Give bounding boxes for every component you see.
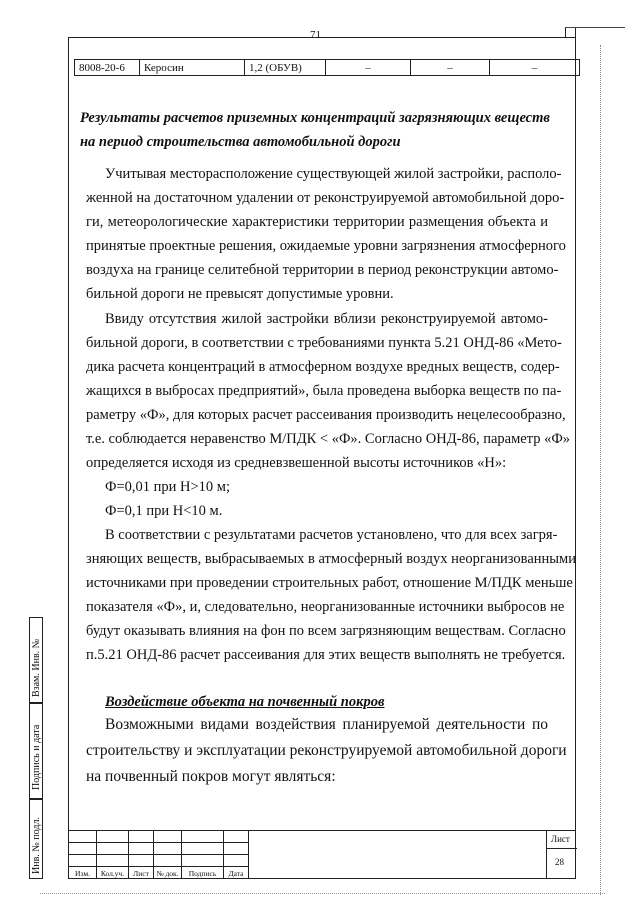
sheet-box (546, 830, 576, 879)
table-row (75, 60, 580, 76)
substance-table-row (74, 59, 580, 76)
paragraph-line: женной на достаточном удалении от реконструируемой автомобильной доро- (86, 190, 565, 206)
formula-line: Ф=0,1 при Н<10 м. (105, 503, 223, 519)
paragraph-line: Учитывая месторасположение существующей жилой застройки, располо- (105, 166, 562, 182)
table-cell-dash: – (490, 60, 580, 76)
col-list: Лист (129, 867, 154, 879)
paragraph-line: зняющих веществ, выбрасываемых в атмосферный воздух неорганизованными (86, 551, 576, 567)
formula-line: Ф=0,01 при Н>10 м; (105, 479, 231, 495)
paragraph-line: т.е. соблюдается неравенство М/ПДК < «Ф». Согласно ОНД-86, параметр «Ф» (86, 431, 571, 447)
side-label-inv: Инв. № подл. (31, 817, 42, 874)
paragraph-line: бильной дороги не превысят допустимые уровни. (86, 286, 394, 302)
paragraph-line: воздуха на границе селитебной территории в период реконструкции автомо- (86, 262, 559, 278)
paragraph-line: дика расчета концентраций в атмосферном воздухе вредных веществ, содер- (86, 359, 560, 375)
table-cell-limit: 1,2 (ОБУВ) (245, 60, 326, 76)
scan-edge-right (600, 45, 601, 895)
paragraph-line: ги, метеорологические характеристики территории размещения объекта и (86, 214, 548, 230)
paragraph-line: на почвенный покров могут являться: (86, 768, 336, 785)
scan-edge-bottom (40, 893, 605, 894)
revision-header-row (69, 867, 249, 879)
paragraph-line: раметру «Ф», для которых расчет рассеивания производить нецелесообразно, (86, 407, 566, 423)
section-heading: на период строительства автомобильной дороги (80, 134, 401, 150)
sheet-number: 28 (555, 857, 564, 867)
paragraph-line: будут оказывать влияния на фон по всем загрязняющим веществам. Согласно (86, 623, 566, 639)
sheet-label: Лист (551, 834, 570, 844)
section-heading: Результаты расчетов приземных концентраций загрязняющих веществ (80, 110, 550, 126)
paragraph-line: показателя «Ф», и, следовательно, неорганизованные источники выбросов не (86, 599, 565, 615)
col-izm: Изм. (69, 867, 97, 879)
frame-corner (565, 27, 576, 38)
revision-table (68, 830, 249, 879)
side-label-vzam: Взам. Инв. № (31, 638, 42, 697)
col-data: Дата (224, 867, 249, 879)
paragraph-line: В соответствии с результатами расчетов установлено, что для всех загря- (105, 527, 558, 543)
table-cell-dash: – (411, 60, 490, 76)
paragraph-line: бильной дороги, в соответствии с требованиями пункта 5.21 ОНД-86 «Мето- (86, 335, 562, 351)
col-doc: № док. (154, 867, 182, 879)
title-block (68, 830, 576, 879)
side-label-podpis: Подпись и дата (31, 724, 42, 790)
col-podpis: Подпись (182, 867, 224, 879)
paragraph-line: определяется исходя из средневзвешенной высоты источников «Н»: (86, 455, 507, 471)
paragraph-line: п.5.21 ОНД-86 расчет рассеивания для этих веществ выполнять не требуется. (86, 647, 566, 663)
table-cell-dash: – (326, 60, 411, 76)
page-number: 71 (310, 29, 321, 41)
paragraph-line: Ввиду отсутствия жилой застройки вблизи реконструируемой автомо- (105, 311, 548, 327)
paragraph-line: источниками при проведении строительных работ, отношение М/ПДК меньше (86, 575, 573, 591)
paragraph-line: Возможными видами воздействия планируемой деятельности по (105, 716, 548, 733)
paragraph-line: принятые проектные решения, ожидаемые уровни загрязнения атмосферного (86, 238, 566, 254)
table-cell-cas: 8008-20-6 (75, 60, 140, 76)
paragraph-line: жащихся в выбросах предприятий», была проведена выборка веществ по па- (86, 383, 562, 399)
section-heading: Воздействие объекта на почвенный покров (105, 694, 385, 710)
top-edge-line (565, 27, 625, 28)
paragraph-line: строительству и эксплуатации реконструируемой автомобильной дороги (86, 742, 567, 759)
col-kol-uch: Кол.уч. (97, 867, 129, 879)
table-cell-substance: Керосин (140, 60, 245, 76)
